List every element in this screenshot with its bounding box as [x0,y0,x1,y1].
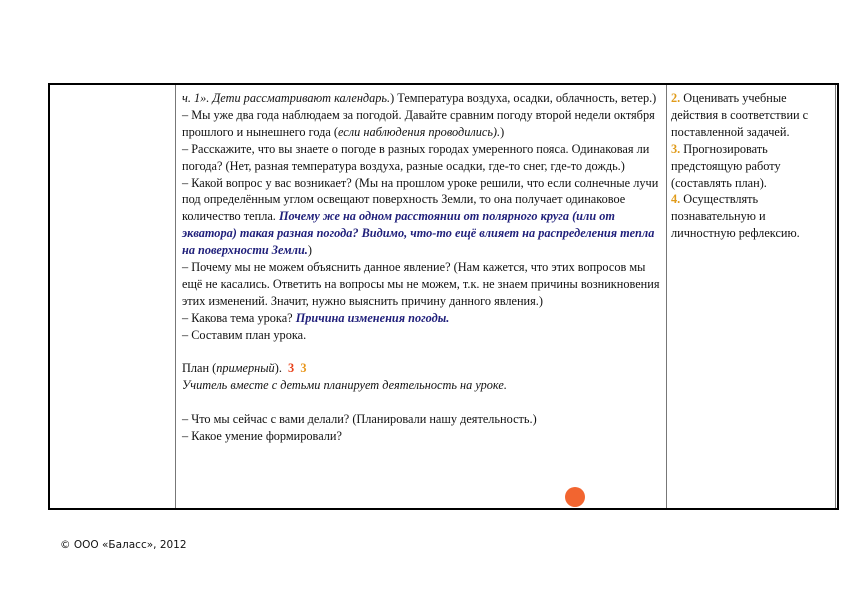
topic-paragraph: – Какова тема урока? Причина изменения погоды. [182,310,450,325]
orange-circle-marker [565,487,585,507]
plan-number-red: 3 [288,361,295,376]
learning-outcomes-column [671,90,833,242]
lesson-topic: Причина изменения погоды. [295,310,450,325]
reflection-question-2: – Какое умение формировали? [182,429,342,444]
plan-intro-line: – Составим план урока. [182,327,307,342]
outcome-item: 2. Оценивать учебные действия в соответствии с поставленной задачей. [671,91,809,139]
key-question: Почему же на одном расстоянии от полярного круга (или от экватора) такая разная погода? Видимо, что-то ещё влияет на распределения тепла на поверхности Земли. [182,209,655,258]
lesson-table [48,83,839,510]
explanation-paragraph: – Почему мы не можем объяснить данное явление? (Нам кажется, что этих вопросов мы ещё не касались. Ответить на вопросы мы не можем, т.к. не знаем причины возникновения этих изменений. Значит, нужно выяснить причину данного явления.) [182,260,660,308]
outcome-item: 4. Осуществлять познавательную и личностную рефлексию. [671,192,800,241]
copyright-footer: © ООО «Баласс», 2012 [60,539,187,551]
column-divider-1 [175,85,176,508]
plan-line: План (примерный). 3 3 [182,361,307,376]
lesson-content-column [182,90,664,445]
teacher-plan-line: Учитель вместе с детьми планирует деятельность на уроке. [182,378,507,393]
intro-paragraph: ч. 1». Дети рассматривают календарь.) Температура воздуха, осадки, облачность, ветер.) [182,91,657,105]
column-divider-3 [835,85,836,508]
outcome-item: 3. Прогнозировать предстоящую работу (составлять план). [671,141,781,190]
weather-cities-paragraph: – Расскажите, что вы знаете о погоде в разных городах умеренного пояса. Одинаковая ли погода? (Нет, разная температура воздуха, разные осадки, где-то снег, где-то дождь.) [182,141,650,173]
reflection-question-1: – Что мы сейчас с вами делали? (Планировали нашу деятельность.) [182,412,537,427]
column-divider-2 [666,85,667,508]
question-paragraph: – Какой вопрос у вас возникает? (Мы на прошлом уроке решили, что если солнечные лучи под определённым углом освещают поверхность Земли, то она получает одинаковое количество тепла. Почему же на одном расстоянии от полярного круга (или от экватора) такая разная погода? Видимо, что-то ещё влияет на распределения тепла на поверхности Земли.) [182,175,659,258]
plan-number-orange: 3 [300,361,307,376]
compare-weather-paragraph: – Мы уже два года наблюдаем за погодой. Давайте сравним погоду второй недели октября прошлого и нынешнего года (если наблюдения проводились).) [182,107,655,139]
